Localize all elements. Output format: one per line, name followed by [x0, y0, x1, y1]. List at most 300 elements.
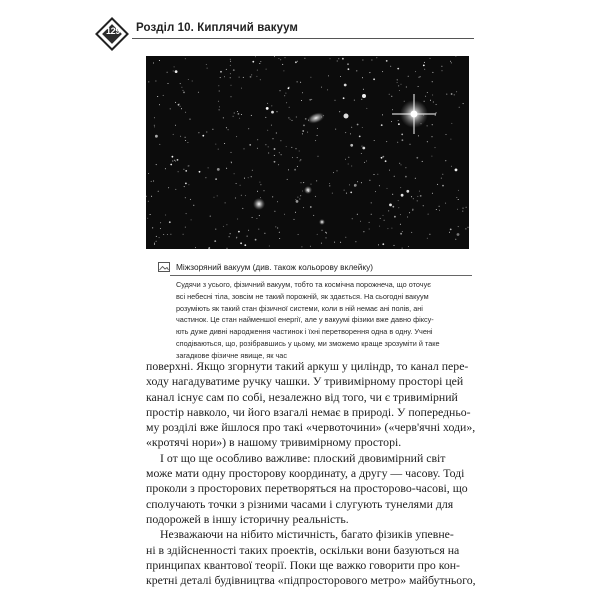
star: [155, 81, 156, 82]
star: [283, 70, 284, 71]
star: [369, 222, 370, 223]
caption-line: загадкове фізичне явище, як час: [176, 350, 288, 360]
star: [321, 87, 322, 88]
star: [348, 164, 349, 165]
star: [172, 156, 174, 158]
star: [190, 119, 191, 120]
caption-line: частинок. Це стан найменшої енергії, але у вакуумі фізики вже давно фіксу-: [176, 315, 434, 325]
star: [441, 66, 442, 67]
star: [185, 137, 186, 138]
star: [245, 195, 246, 196]
star: [451, 93, 453, 95]
star: [185, 197, 186, 198]
star: [329, 183, 330, 184]
star: [377, 174, 378, 175]
star: [279, 232, 280, 233]
star: [165, 168, 166, 169]
star: [181, 108, 182, 109]
star: [277, 111, 278, 112]
star: [350, 144, 353, 147]
star: [394, 176, 395, 177]
star: [371, 214, 372, 215]
star: [399, 90, 400, 91]
paragraph-2-line: сполучають точки з різними часами і слугують тунелями для: [146, 496, 454, 511]
star: [397, 79, 398, 80]
star: [268, 146, 269, 147]
star: [456, 91, 457, 92]
star: [450, 229, 452, 231]
star: [299, 160, 300, 161]
paragraph-1-line: канал існує сам по собі, незалежно від того, чи є тривимірний: [146, 389, 458, 404]
star: [398, 85, 399, 86]
star: [173, 134, 174, 135]
star: [382, 243, 384, 245]
star: [351, 127, 352, 128]
star: [325, 232, 326, 233]
star: [450, 139, 451, 140]
star: [230, 65, 231, 66]
figure-caption-title: Міжзоряний вакуум (див. також кольорову вклейку): [176, 262, 374, 272]
star: [371, 60, 372, 61]
star: [285, 93, 286, 94]
star: [170, 164, 172, 166]
star: [224, 143, 225, 144]
star: [446, 134, 447, 135]
star: [420, 76, 421, 77]
star: [286, 102, 287, 103]
star: [345, 159, 346, 160]
star: [148, 173, 149, 174]
star: [359, 136, 361, 138]
star: [302, 191, 303, 192]
star: [361, 182, 362, 183]
star: [280, 59, 281, 60]
star: [357, 181, 358, 182]
star: [462, 211, 463, 212]
star: [430, 58, 431, 59]
star: [188, 184, 189, 185]
star: [215, 178, 217, 180]
star: [233, 116, 234, 117]
star: [294, 219, 295, 220]
star: [236, 183, 237, 184]
star: [362, 146, 363, 147]
star: [154, 126, 155, 127]
star: [401, 84, 402, 85]
star: [394, 216, 396, 218]
star: [272, 196, 273, 197]
star: [302, 92, 303, 93]
star: [304, 58, 305, 59]
star: [163, 234, 164, 235]
star: [175, 161, 176, 162]
star: [445, 203, 446, 204]
star: [456, 197, 457, 198]
star: [295, 61, 297, 63]
star: [435, 147, 436, 148]
star: [398, 123, 400, 125]
star: [154, 243, 155, 244]
star: [407, 217, 408, 218]
star: [251, 74, 252, 75]
star: [364, 162, 365, 163]
star: [282, 64, 283, 65]
star: [439, 206, 440, 207]
star: [148, 201, 149, 202]
star: [231, 96, 232, 97]
star: [391, 96, 392, 97]
star: [362, 77, 363, 78]
star: [227, 248, 228, 249]
star: [328, 75, 329, 76]
star: [298, 234, 299, 235]
star: [292, 120, 293, 121]
star: [391, 228, 392, 229]
caption-line: сподіваються, що, розібравшись у цьому, ми зможемо краще зрозуміти й таке: [176, 338, 440, 348]
star: [159, 104, 160, 105]
star: [397, 142, 398, 143]
star: [248, 177, 249, 178]
caption-line: розуміють як такий стан фізичної системи, коли в ній немає ані полів, ані: [176, 303, 423, 313]
star: [310, 246, 311, 247]
star: [250, 76, 252, 78]
star: [374, 174, 375, 175]
star: [158, 191, 159, 192]
star: [431, 156, 432, 157]
star: [188, 79, 189, 80]
star: [288, 87, 290, 89]
star: [230, 233, 231, 234]
caption-line: всі небесні тіла, зовсім не такий порожній, як здається. На сьогодні вакуум: [176, 291, 429, 301]
star: [152, 227, 153, 228]
star: [305, 118, 307, 120]
image-icon: [158, 262, 170, 272]
star: [274, 148, 276, 150]
starfield-image: [146, 56, 469, 249]
star: [402, 231, 403, 232]
star: [187, 142, 188, 143]
star: [311, 99, 312, 100]
star: [284, 95, 285, 96]
star: [427, 92, 428, 93]
star: [249, 144, 251, 146]
star: [402, 248, 403, 249]
star: [445, 160, 446, 161]
star: [300, 159, 301, 160]
star: [185, 227, 186, 228]
star: [178, 104, 180, 106]
star: [425, 96, 426, 97]
star: [366, 161, 367, 162]
star: [350, 192, 352, 194]
star: [265, 144, 266, 145]
star: [241, 195, 242, 196]
star: [398, 200, 399, 201]
star: [401, 134, 403, 136]
star: [291, 147, 292, 148]
star: [183, 234, 184, 235]
star: [301, 182, 302, 183]
star: [441, 178, 442, 179]
paragraph-3-line: Незважаючи на нібито містичність, багато фізиків упевне-: [160, 527, 454, 542]
star: [348, 68, 350, 70]
star: [299, 199, 300, 200]
star: [400, 224, 401, 225]
star: [454, 94, 455, 95]
star: [297, 166, 298, 167]
star: [148, 81, 149, 82]
star: [281, 154, 282, 155]
star: [226, 69, 227, 70]
star: [326, 237, 327, 238]
star: [287, 179, 288, 180]
star: [147, 218, 148, 219]
star: [457, 209, 458, 210]
star: [217, 168, 220, 171]
paragraph-1-line: ходу нагадуватиме ручку чашки. У тривимірному просторі цей: [146, 374, 464, 389]
star: [241, 114, 242, 115]
star: [390, 66, 391, 67]
caption-line: Судячи з усього, фізичний вакуум, тобто та космічна порожнеча, що оточує: [176, 280, 431, 289]
star: [412, 209, 413, 210]
star: [455, 239, 456, 240]
star: [252, 170, 253, 171]
star: [463, 208, 464, 209]
star: [192, 81, 193, 82]
star: [430, 100, 431, 101]
star: [361, 99, 362, 100]
star: [157, 96, 158, 97]
star: [257, 139, 258, 140]
star: [339, 111, 340, 112]
star: [168, 83, 169, 84]
star: [329, 185, 330, 186]
star: [432, 95, 433, 96]
star: [225, 202, 226, 203]
star: [357, 214, 358, 215]
star: [373, 78, 375, 80]
star: [185, 170, 187, 172]
star: [376, 57, 377, 58]
star: [337, 61, 338, 62]
star: [184, 186, 185, 187]
star: [160, 222, 161, 223]
star: [218, 101, 219, 102]
star: [345, 237, 346, 238]
star: [356, 70, 357, 71]
star: [168, 187, 169, 188]
star: [288, 169, 289, 170]
caption-divider: [170, 275, 472, 276]
star: [238, 113, 240, 115]
star: [406, 87, 407, 88]
star: [264, 233, 265, 234]
star: [244, 148, 245, 149]
star: [214, 197, 215, 198]
star: [419, 191, 420, 192]
star: [173, 71, 174, 72]
star: [380, 218, 381, 219]
star: [199, 171, 201, 173]
star: [175, 189, 176, 190]
star: [424, 101, 425, 102]
star: [198, 132, 199, 133]
star: [150, 214, 151, 215]
star: [257, 148, 258, 149]
star: [362, 147, 365, 150]
star: [172, 161, 173, 162]
star: [238, 231, 240, 233]
star: [399, 163, 400, 164]
star: [273, 138, 274, 139]
star: [352, 218, 353, 219]
paragraph-1-line: простір навколо, чи його взагалі немає в природі. У попередньо-: [146, 404, 471, 419]
star: [231, 152, 232, 153]
star: [297, 81, 298, 82]
star: [278, 164, 279, 165]
star: [347, 63, 349, 65]
star: [397, 68, 399, 70]
star: [317, 128, 318, 129]
star: [398, 207, 399, 208]
star: [369, 229, 370, 230]
star: [398, 120, 399, 121]
star: [401, 194, 404, 197]
star: [413, 198, 414, 199]
star: [231, 162, 232, 163]
star: [190, 199, 191, 200]
star: [290, 119, 291, 120]
star: [378, 244, 379, 245]
body-text: [146, 359, 476, 588]
star: [411, 232, 412, 233]
star: [397, 82, 398, 83]
paragraph-3-line: кретні деталі будівництва «підпросторового метро» майбутнього,: [146, 573, 476, 588]
star: [163, 95, 164, 96]
star: [153, 63, 154, 64]
star: [271, 111, 274, 114]
star: [258, 229, 259, 230]
star: [159, 144, 160, 145]
star: [300, 82, 301, 83]
star: [296, 200, 299, 203]
star: [224, 76, 225, 77]
star: [427, 141, 428, 142]
star: [360, 221, 361, 222]
star: [206, 132, 207, 133]
paragraph-1-line: «кротячі нори») в нашому тривимірному просторі.: [146, 435, 402, 450]
star: [177, 159, 179, 161]
star: [236, 237, 237, 238]
star: [299, 151, 300, 152]
star: [156, 164, 157, 165]
star: [307, 132, 308, 133]
star: [242, 208, 243, 209]
header-divider: [132, 38, 474, 39]
star: [231, 85, 232, 86]
star: [439, 210, 440, 211]
star: [279, 152, 280, 153]
star: [416, 157, 418, 159]
star: [301, 246, 302, 247]
star: [389, 170, 390, 171]
star: [321, 243, 322, 244]
star: [269, 246, 270, 247]
star: [280, 140, 281, 141]
star: [296, 117, 297, 118]
star: [260, 197, 261, 198]
star: [285, 57, 286, 58]
star: [379, 226, 380, 227]
star: [151, 181, 152, 182]
star: [297, 197, 298, 198]
star: [220, 77, 221, 78]
star: [181, 87, 182, 88]
star: [451, 166, 452, 167]
star: [436, 209, 437, 210]
star: [389, 94, 390, 95]
star: [412, 210, 413, 211]
star: [381, 157, 383, 159]
paragraph-1-line: му розділі вже йшлося про такі «червоточини» («черв'ячні ходи»,: [146, 420, 476, 435]
star: [406, 190, 409, 193]
star: [337, 170, 338, 171]
star: [350, 133, 351, 134]
star: [333, 172, 334, 173]
star: [188, 165, 189, 166]
star: [355, 241, 356, 242]
star: [159, 60, 160, 61]
star: [260, 184, 261, 185]
star: [340, 76, 341, 77]
star: [296, 148, 297, 149]
star: [459, 107, 460, 108]
star: [174, 160, 175, 161]
star: [348, 157, 349, 158]
star: [265, 117, 266, 118]
star: [268, 153, 269, 154]
star: [428, 214, 429, 215]
star: [315, 196, 316, 197]
star: [357, 124, 359, 126]
star: [313, 215, 314, 216]
star: [379, 185, 380, 186]
star: [175, 70, 178, 73]
star: [422, 161, 423, 162]
star: [226, 168, 227, 169]
star: [322, 230, 323, 231]
star: [271, 105, 272, 106]
star: [180, 106, 181, 107]
star: [449, 232, 450, 233]
star: [223, 226, 224, 227]
star: [424, 69, 425, 70]
star: [419, 77, 420, 78]
star: [362, 127, 363, 128]
star: [418, 86, 419, 87]
star: [155, 135, 158, 138]
star: [236, 136, 237, 137]
star: [277, 228, 278, 229]
star: [455, 169, 458, 172]
star: [295, 212, 296, 213]
star: [234, 173, 235, 174]
star: [415, 71, 416, 72]
star: [219, 91, 220, 92]
paragraph-3-line: принципах квантової теорії. Поки ще важко говорити про кон-: [146, 557, 460, 572]
star: [436, 112, 437, 113]
star: [386, 141, 387, 142]
